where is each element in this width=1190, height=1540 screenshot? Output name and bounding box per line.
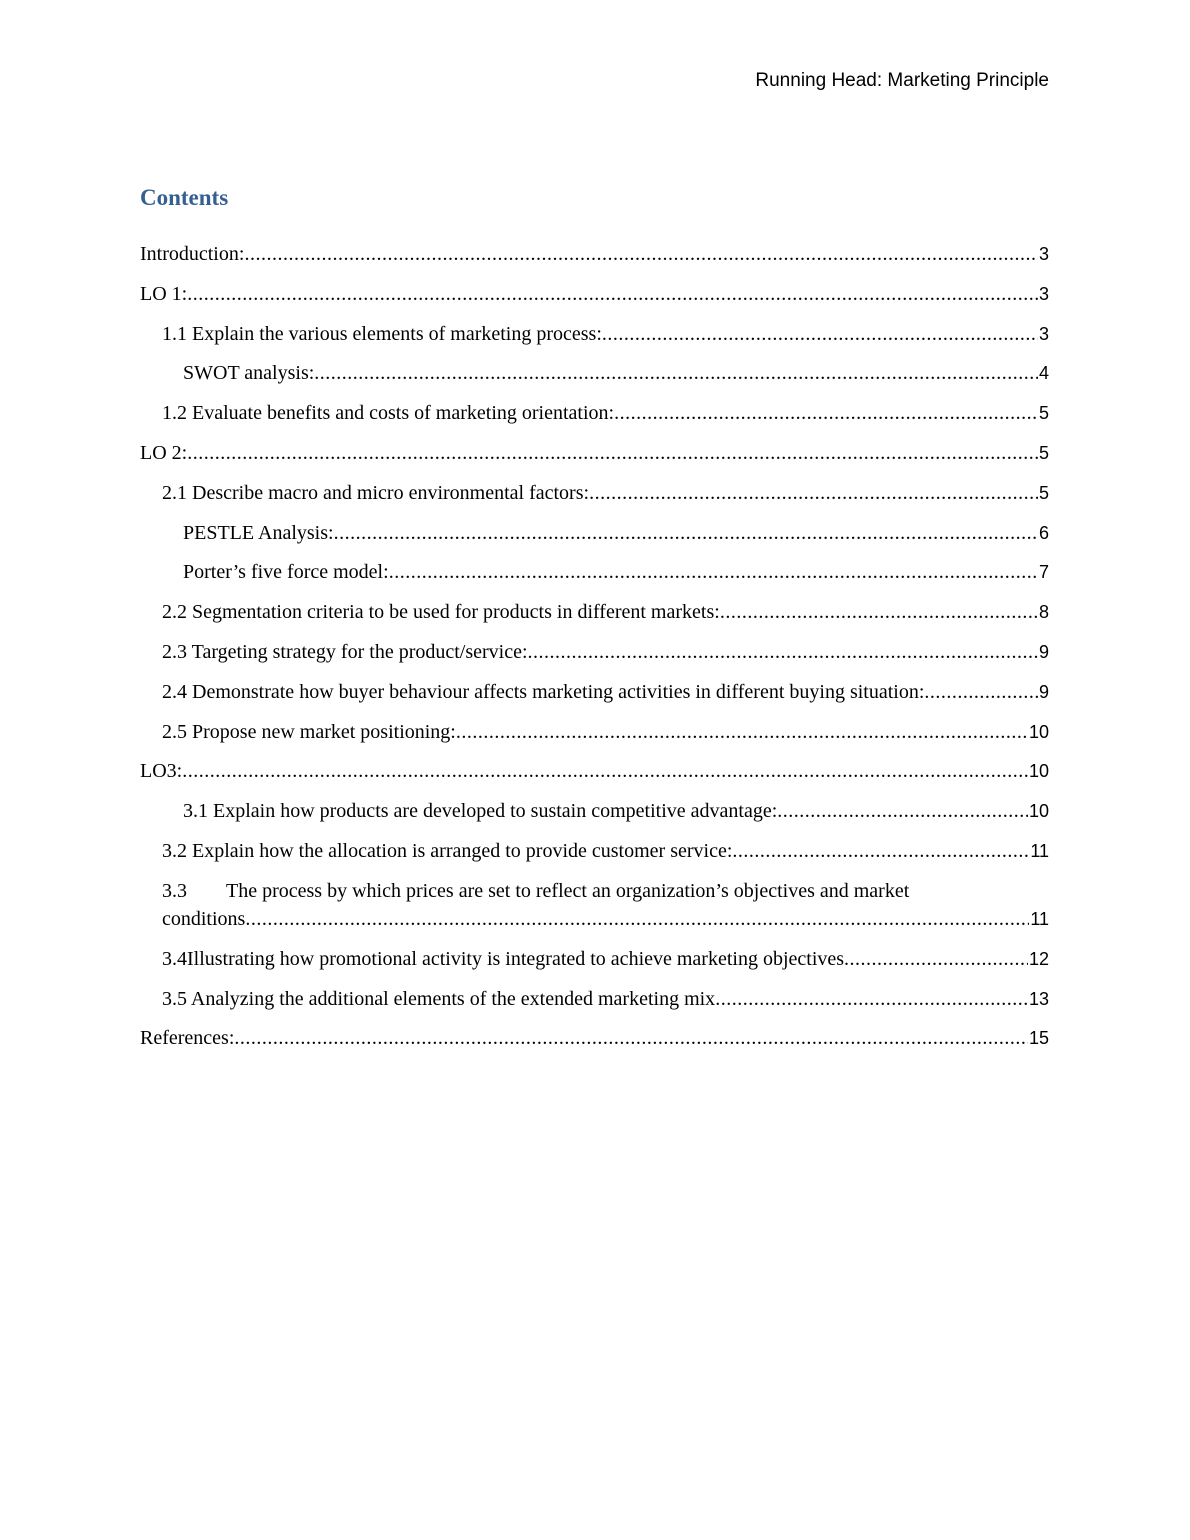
toc-entry-page: 10 xyxy=(1028,761,1049,782)
toc-entry-page: 5 xyxy=(1038,403,1049,424)
toc-entry-label: 2.4 Demonstrate how buyer behaviour affects marketing activities in different buying situation: xyxy=(162,680,925,703)
dot-leader xyxy=(244,240,1038,268)
dot-leader xyxy=(715,985,1028,1013)
toc-entry-3-2[interactable] xyxy=(140,837,1049,877)
toc-entry-label: Porter’s five force model: xyxy=(183,561,389,584)
toc-entry-label: Introduction: xyxy=(140,243,245,265)
toc-entry-page: 3 xyxy=(1038,244,1049,264)
toc-entry-label: LO 2: xyxy=(140,441,188,464)
toc-entry-number: 3.4 xyxy=(162,947,187,970)
dot-leader xyxy=(234,1024,1028,1052)
toc-entry-label: SWOT analysis: xyxy=(183,362,315,385)
dot-leader xyxy=(245,905,1029,933)
toc-entry-label: 3.1 Explain how products are developed to sustain competitive advantage: xyxy=(183,800,778,823)
toc-entry-swot[interactable] xyxy=(140,359,1049,399)
toc-entry-pestle[interactable] xyxy=(140,519,1049,559)
toc-entry-label: The process by which prices are set to reflect an organization’s objectives and market xyxy=(226,879,910,902)
toc-entry-2-3[interactable] xyxy=(140,638,1049,678)
toc-entry-porter[interactable] xyxy=(140,558,1049,598)
toc-entry-page: 3 xyxy=(1038,283,1049,304)
toc-entry-label: Illustrating how promotional activity is integrated to achieve marketing objectives xyxy=(187,947,845,970)
dot-leader xyxy=(924,678,1038,706)
dot-leader xyxy=(777,797,1028,825)
toc-entry-label: 3.2 Explain how the allocation is arranged to provide customer service: xyxy=(162,839,733,862)
toc-entry-label: 1.2 Evaluate benefits and costs of marketing orientation: xyxy=(162,402,615,425)
dot-leader xyxy=(187,439,1038,467)
toc-entry-page: 9 xyxy=(1038,641,1049,662)
toc-entry-introduction[interactable] xyxy=(140,240,1049,280)
toc-entry-lo3[interactable] xyxy=(140,757,1049,797)
toc-entry-page: 11 xyxy=(1030,840,1049,861)
toc-entry-3-5[interactable] xyxy=(140,985,1049,1025)
toc-title: Contents xyxy=(140,185,229,210)
toc-entry-label: 2.3 Targeting strategy for the product/service: xyxy=(162,640,528,663)
toc-entry-page: 13 xyxy=(1028,988,1049,1009)
toc-entry-page: 7 xyxy=(1038,562,1049,583)
dot-leader xyxy=(314,359,1038,387)
table-of-contents xyxy=(140,240,1049,1064)
toc-entry-page: 3 xyxy=(1038,323,1049,344)
toc-entry-label: 2.5 Propose new market positioning: xyxy=(162,720,456,743)
toc-entry-2-5[interactable] xyxy=(140,718,1049,758)
toc-entry-3-3[interactable] xyxy=(140,877,1049,945)
toc-entry-page: 5 xyxy=(1038,482,1049,503)
toc-entry-page: 8 xyxy=(1038,602,1049,623)
dot-leader xyxy=(732,837,1029,865)
toc-entry-lo1[interactable] xyxy=(140,280,1049,320)
toc-entry-label: 2.1 Describe macro and micro environmental factors: xyxy=(162,481,590,504)
dot-leader xyxy=(334,519,1038,547)
toc-entry-page: 11 xyxy=(1030,908,1049,929)
toc-entry-label: 1.1 Explain the various elements of marketing process: xyxy=(162,322,602,345)
toc-entry-label: LO3: xyxy=(140,760,183,783)
toc-entry-page: 9 xyxy=(1038,681,1049,702)
toc-entry-3-4[interactable] xyxy=(140,945,1049,985)
toc-entry-page: 10 xyxy=(1028,801,1049,822)
toc-entry-page: 5 xyxy=(1038,442,1049,463)
running-head: Running Head: Marketing Principle xyxy=(755,70,1049,91)
dot-leader xyxy=(602,320,1038,348)
toc-entry-page: 12 xyxy=(1028,948,1049,969)
toc-entry-3-1[interactable] xyxy=(140,797,1049,837)
dot-leader xyxy=(456,718,1028,746)
dot-leader xyxy=(589,479,1038,507)
toc-entry-label: References: xyxy=(140,1027,235,1050)
toc-entry-2-4[interactable] xyxy=(140,678,1049,718)
toc-entry-label-continued: conditions xyxy=(162,907,246,930)
toc-entry-page: 6 xyxy=(1038,522,1049,543)
toc-entry-2-1[interactable] xyxy=(140,479,1049,519)
toc-entry-1-2[interactable] xyxy=(140,399,1049,439)
toc-entry-1-1[interactable] xyxy=(140,320,1049,360)
toc-entry-label: 2.2 Segmentation criteria to be used for products in different markets: xyxy=(162,601,720,624)
toc-entry-page: 10 xyxy=(1028,721,1049,742)
toc-entry-number: 3.3 xyxy=(162,879,187,902)
toc-entry-page: 4 xyxy=(1038,363,1049,384)
toc-entry-references[interactable] xyxy=(140,1024,1049,1064)
dot-leader xyxy=(614,399,1038,427)
dot-leader xyxy=(389,558,1038,586)
toc-entry-label: 3.5 Analyzing the additional elements of the extended marketing mix xyxy=(162,987,716,1010)
dot-leader xyxy=(528,638,1038,666)
dot-leader xyxy=(182,757,1028,785)
dot-leader xyxy=(720,598,1038,626)
dot-leader xyxy=(844,945,1028,973)
toc-entry-lo2[interactable] xyxy=(140,439,1049,479)
toc-entry-page: 15 xyxy=(1028,1028,1049,1049)
toc-entry-label: PESTLE Analysis: xyxy=(183,521,334,544)
toc-entry-2-2[interactable] xyxy=(140,598,1049,638)
dot-leader xyxy=(187,280,1038,308)
toc-entry-label: LO 1: xyxy=(140,282,188,305)
